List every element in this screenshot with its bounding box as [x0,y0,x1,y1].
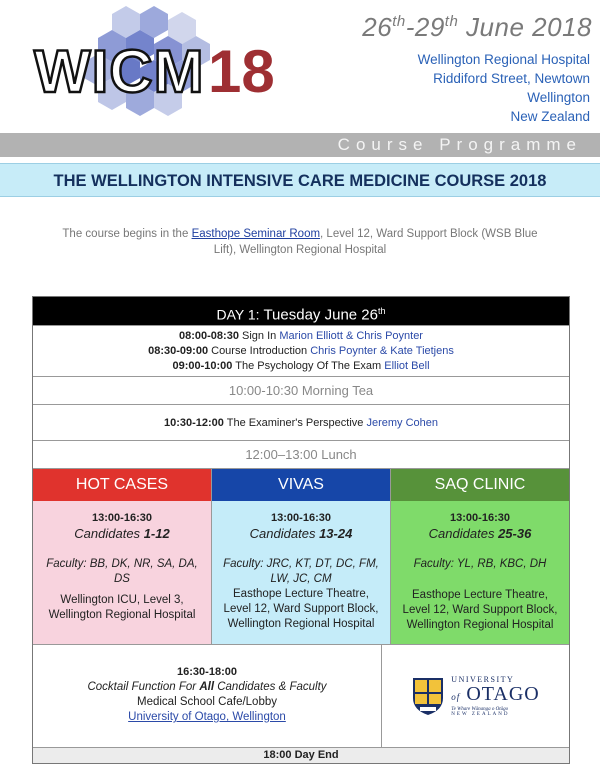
course-dates: 26th-29th June 2018 [362,12,592,42]
examiner-session: 10:30-12:00 The Examiner's Perspective Jeremy Cohen [33,404,569,440]
track-faculty: Faculty: JRC, KT, DT, DC, FM, LW, JC, CM [223,558,379,585]
cocktail-time: 16:30-18:00 [177,666,237,678]
track-saq-clinic [391,469,569,644]
afternoon-tracks [33,468,569,644]
morning-sessions [33,325,569,376]
intro-text: The course begins in the Easthope Seminar Room, Level 12, Ward Support Block (WSB Blue Lift), Wellington Regional Hospital [62,228,538,256]
track-venue: Wellington ICU, Level 3, Wellington Regional Hospital [48,594,196,621]
easthope-seminar-room-link[interactable]: Easthope Seminar Room [191,228,321,240]
track-title: VIVAS [212,469,390,501]
cocktail-description: Cocktail Function For All Candidates & Faculty [87,681,327,693]
schedule-table [32,296,570,764]
track-time: 13:00-16:30 [450,512,510,524]
wicm18-logo [30,2,275,124]
session-row: 08:00-08:30 Sign In Marion Elliott & Chris Poynter [179,330,423,342]
otago-crest-icon [411,676,445,716]
track-title: HOT CASES [33,469,211,501]
address-line: Wellington Regional Hospital [417,52,590,67]
university-of-otago-link[interactable]: University of Otago, Wellington [128,711,286,723]
svg-text:18: 18 [208,38,275,105]
morning-tea: 10:00-10:30 Morning Tea [33,376,569,404]
track-hot-cases [33,469,212,644]
session-row: 09:00-10:00 The Psychology Of The Exam Elliot Bell [172,360,430,372]
address-line: New Zealand [510,109,590,124]
track-details [33,501,211,644]
track-venue: Easthope Lecture Theatre, Level 12, Ward Support Block, Wellington Regional Hospital [223,588,379,630]
track-faculty: Faculty: YL, RB, KBC, DH [413,558,547,570]
track-title: SAQ CLINIC [391,469,569,501]
track-vivas [212,469,391,644]
svg-text:WICM: WICM [34,38,205,105]
address-line: Riddiford Street, Newtown [433,71,590,86]
evening-row [33,644,569,747]
track-candidates: Candidates 25-36 [428,526,532,541]
day-end: 18:00 Day End [33,747,569,763]
cocktail-function [33,645,382,747]
session-row: 08:30-09:00 Course Introduction Chris Poynter & Kate Tietjens [148,345,454,357]
day-header: DAY 1: Tuesday June 26th [33,297,569,325]
lunch: 12:00–13:00 Lunch [33,440,569,468]
address-line: Wellington [527,90,590,105]
track-candidates: Candidates 13-24 [249,526,353,541]
otago-country: NEW ZEALAND [451,712,510,717]
track-time: 13:00-16:30 [92,512,152,524]
otago-logo [382,645,569,747]
track-time: 13:00-16:30 [271,512,331,524]
otago-motto: Te Whare Wānanga o Otāgo [451,707,509,712]
cocktail-place: Medical School Cafe/Lobby [137,696,277,708]
course-title: THE WELLINGTON INTENSIVE CARE MEDICINE COURSE 2018 [0,163,600,197]
venue-address [418,50,590,126]
course-programme-bar: Course Programme [0,133,600,157]
track-details [212,501,390,644]
track-candidates: Candidates 1-12 [74,526,170,541]
track-venue: Easthope Lecture Theatre, Level 12, Ward Support Block, Wellington Regional Hospital [402,589,558,631]
otago-name: of OTAGO [451,683,540,705]
otago-university-label: UNIVERSITY [451,675,515,684]
track-faculty: Faculty: BB, DK, NR, SA, DA, DS [46,558,198,585]
track-details [391,501,569,644]
